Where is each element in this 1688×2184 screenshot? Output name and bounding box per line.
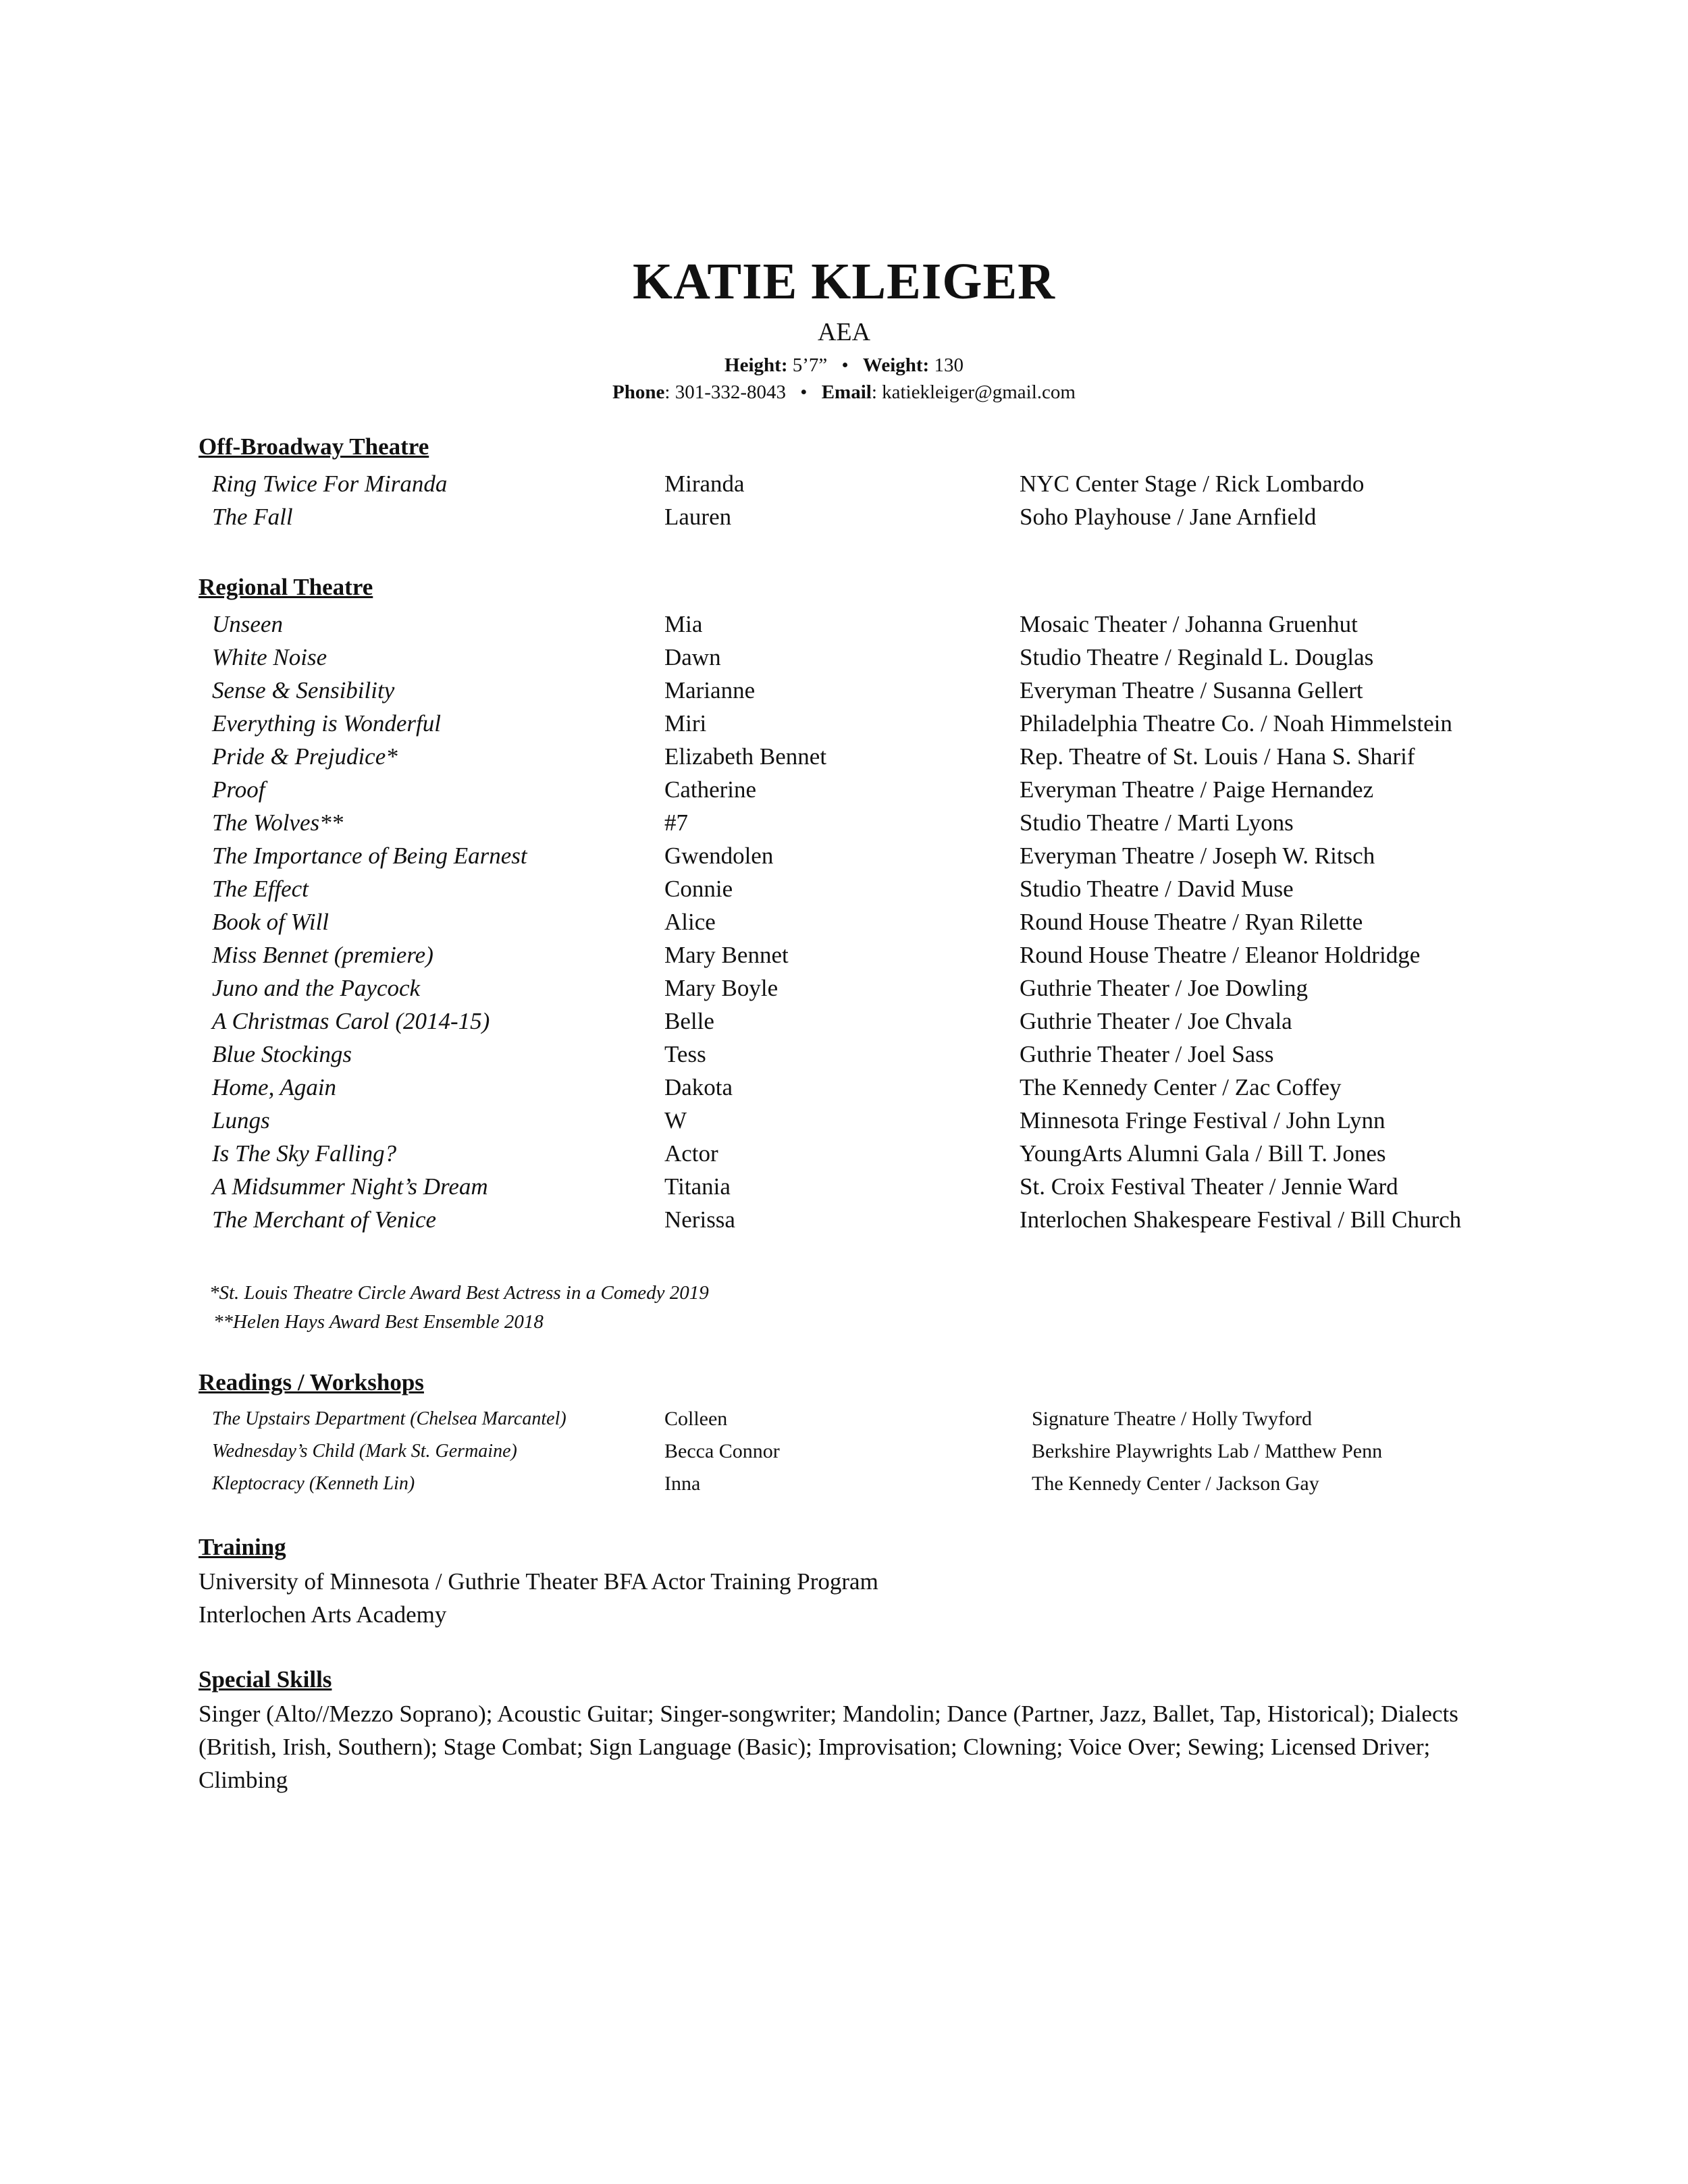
credit-row: [0, 1403, 1688, 1435]
credit-row: [0, 674, 1688, 707]
weight-value: 130: [934, 354, 964, 376]
credit-row: [0, 938, 1688, 971]
contact-line: Phone: 301-332-8043 • Email: katiekleiger@gmail.com: [612, 381, 1076, 403]
venue-director: St. Croix Festival Theater / Jennie Ward: [1020, 1173, 1398, 1200]
credit-row: [0, 1005, 1688, 1038]
role: Nerissa: [664, 1206, 735, 1233]
role: Elizabeth Bennet: [664, 743, 827, 770]
role: Alice: [664, 909, 716, 935]
credit-row: [0, 1170, 1688, 1203]
email-link[interactable]: katiekleiger@gmail.com: [882, 381, 1076, 403]
show-title: Lungs: [212, 1107, 270, 1134]
venue-director: Studio Theatre / Reginald L. Douglas: [1020, 644, 1374, 670]
venue-director: Mosaic Theater / Johanna Gruenhut: [1020, 611, 1358, 637]
role: Connie: [664, 876, 733, 902]
venue-director: Guthrie Theater / Joel Sass: [1020, 1041, 1274, 1067]
training-item: Interlochen Arts Academy: [199, 1601, 447, 1628]
separator-bullet: •: [800, 381, 808, 403]
venue-director: YoungArts Alumni Gala / Bill T. Jones: [1020, 1140, 1386, 1167]
venue-director: NYC Center Stage / Rick Lombardo: [1020, 471, 1365, 497]
credit-row: [0, 1137, 1688, 1170]
show-title: Home, Again: [212, 1074, 337, 1100]
skills-text: Singer (Alto//Mezzo Soprano); Acoustic Guitar; Singer-songwriter; Mandolin; Dance (Partner, Jazz, Ballet, Tap, Historical); Dialects (British, Irish, Southern); Stage Combat; Sign Language (Basic); Improvisation; Clowning; Voice Over; Sewing; Licensed Driver; Climbing: [199, 1701, 1458, 1793]
credit-row: [0, 1203, 1688, 1236]
venue-director: Berkshire Playwrights Lab / Matthew Penn: [1032, 1440, 1383, 1462]
venue-director: Everyman Theatre / Paige Hernandez: [1020, 776, 1374, 803]
role: Colleen: [664, 1408, 728, 1430]
credit-row: [0, 1468, 1688, 1500]
show-title: The Wolves**: [212, 809, 344, 836]
regional-list: [0, 608, 1688, 1236]
show-title: Everything is Wonderful: [212, 710, 441, 737]
show-title: White Noise: [212, 644, 327, 670]
role: Tess: [664, 1041, 706, 1067]
role: Miranda: [664, 471, 745, 497]
award-notes: [209, 1279, 709, 1337]
training-item: University of Minnesota / Guthrie Theater BFA Actor Training Program: [199, 1568, 878, 1595]
role: Dakota: [664, 1074, 733, 1100]
venue-director: Everyman Theatre / Joseph W. Ritsch: [1020, 843, 1375, 869]
union-affiliation: AEA: [817, 318, 871, 346]
role: Catherine: [664, 776, 757, 803]
role: Miri: [664, 710, 707, 737]
venue-director: Everyman Theatre / Susanna Gellert: [1020, 677, 1363, 703]
role: Dawn: [664, 644, 721, 670]
venue-director: Studio Theatre / Marti Lyons: [1020, 809, 1294, 836]
stats-line: [0, 352, 1688, 378]
show-title: Ring Twice For Miranda: [212, 471, 448, 497]
role: Marianne: [664, 677, 756, 703]
venue-director: Minnesota Fringe Festival / John Lynn: [1020, 1107, 1386, 1134]
phone-value: 301-332-8043: [675, 381, 787, 403]
show-title: A Midsummer Night’s Dream: [212, 1173, 488, 1200]
role: Belle: [664, 1008, 714, 1034]
role: Becca Connor: [664, 1440, 780, 1462]
separator-bullet: •: [841, 354, 849, 376]
show-title: Is The Sky Falling?: [212, 1140, 397, 1167]
show-title: Unseen: [212, 611, 283, 637]
show-title: The Importance of Being Earnest: [212, 843, 527, 869]
credit-row: [0, 707, 1688, 740]
venue-director: Philadelphia Theatre Co. / Noah Himmelstein: [1020, 710, 1452, 737]
readings-heading: Readings / Workshops: [199, 1369, 424, 1395]
show-title: Sense & Sensibility: [212, 677, 395, 703]
show-title: Miss Bennet (premiere): [212, 942, 433, 968]
show-title: Wednesday’s Child (Mark St. Germaine): [212, 1441, 517, 1462]
credit-row: [0, 1038, 1688, 1071]
weight-label: Weight:: [862, 354, 930, 376]
venue-director: Studio Theatre / David Muse: [1020, 876, 1294, 902]
credit-row: [0, 500, 1688, 533]
credit-row: [0, 467, 1688, 500]
role: #7: [664, 809, 688, 836]
show-title: Kleptocracy (Kenneth Lin): [212, 1473, 415, 1494]
height-label: Height:: [724, 354, 788, 376]
credit-row: [0, 740, 1688, 773]
award-note: *St. Louis Theatre Circle Award Best Actress in a Comedy 2019: [209, 1282, 709, 1304]
skills-heading: Special Skills: [199, 1666, 332, 1693]
credit-row: [0, 872, 1688, 905]
training-list: [199, 1565, 878, 1631]
show-title: Juno and the Paycock: [212, 975, 421, 1001]
venue-director: Round House Theatre / Ryan Rilette: [1020, 909, 1363, 935]
credit-row: [0, 1071, 1688, 1104]
role: Actor: [664, 1140, 718, 1167]
role: W: [664, 1107, 687, 1134]
phone-label: Phone: [612, 381, 665, 403]
regional-heading: Regional Theatre: [199, 574, 373, 600]
venue-director: Round House Theatre / Eleanor Holdridge: [1020, 942, 1421, 968]
venue-director: The Kennedy Center / Zac Coffey: [1020, 1074, 1342, 1100]
height-value: 5’7”: [792, 354, 828, 376]
credit-row: [0, 773, 1688, 806]
credit-row: [0, 608, 1688, 641]
show-title: Proof: [212, 776, 265, 803]
show-title: The Upstairs Department (Chelsea Marcantel): [212, 1408, 566, 1429]
venue-director: Guthrie Theater / Joe Chvala: [1020, 1008, 1292, 1034]
venue-director: Soho Playhouse / Jane Arnfield: [1020, 504, 1317, 530]
readings-list: [0, 1403, 1688, 1500]
credit-row: [0, 905, 1688, 938]
role: Gwendolen: [664, 843, 774, 869]
role: Inna: [664, 1472, 701, 1495]
venue-director: Guthrie Theater / Joe Dowling: [1020, 975, 1309, 1001]
credit-row: [0, 1435, 1688, 1468]
off-broadway-heading: Off-Broadway Theatre: [199, 433, 429, 460]
actor-name: KATIE KLEIGER: [632, 253, 1056, 310]
role: Titania: [664, 1173, 731, 1200]
show-title: The Fall: [212, 504, 293, 530]
role: Mia: [664, 611, 703, 637]
show-title: The Merchant of Venice: [212, 1206, 437, 1233]
role: Mary Bennet: [664, 942, 789, 968]
show-title: Pride & Prejudice*: [212, 743, 398, 770]
show-title: Book of Will: [212, 909, 329, 935]
credit-row: [0, 806, 1688, 839]
show-title: A Christmas Carol (2014-15): [212, 1008, 490, 1034]
credit-row: [0, 971, 1688, 1005]
venue-director: Signature Theatre / Holly Twyford: [1032, 1408, 1313, 1430]
off-broadway-list: [0, 467, 1688, 533]
show-title: The Effect: [212, 876, 309, 902]
venue-director: The Kennedy Center / Jackson Gay: [1032, 1472, 1319, 1495]
role: Mary Boyle: [664, 975, 779, 1001]
show-title: Blue Stockings: [212, 1041, 352, 1067]
email-label: Email: [821, 381, 872, 403]
credit-row: [0, 641, 1688, 674]
training-heading: Training: [199, 1534, 286, 1560]
venue-director: Rep. Theatre of St. Louis / Hana S. Sharif: [1020, 743, 1415, 770]
award-note: **Helen Hays Award Best Ensemble 2018: [213, 1311, 544, 1333]
credit-row: [0, 839, 1688, 872]
role: Lauren: [664, 504, 732, 530]
credit-row: [0, 1104, 1688, 1137]
venue-director: Interlochen Shakespeare Festival / Bill Church: [1020, 1206, 1462, 1233]
